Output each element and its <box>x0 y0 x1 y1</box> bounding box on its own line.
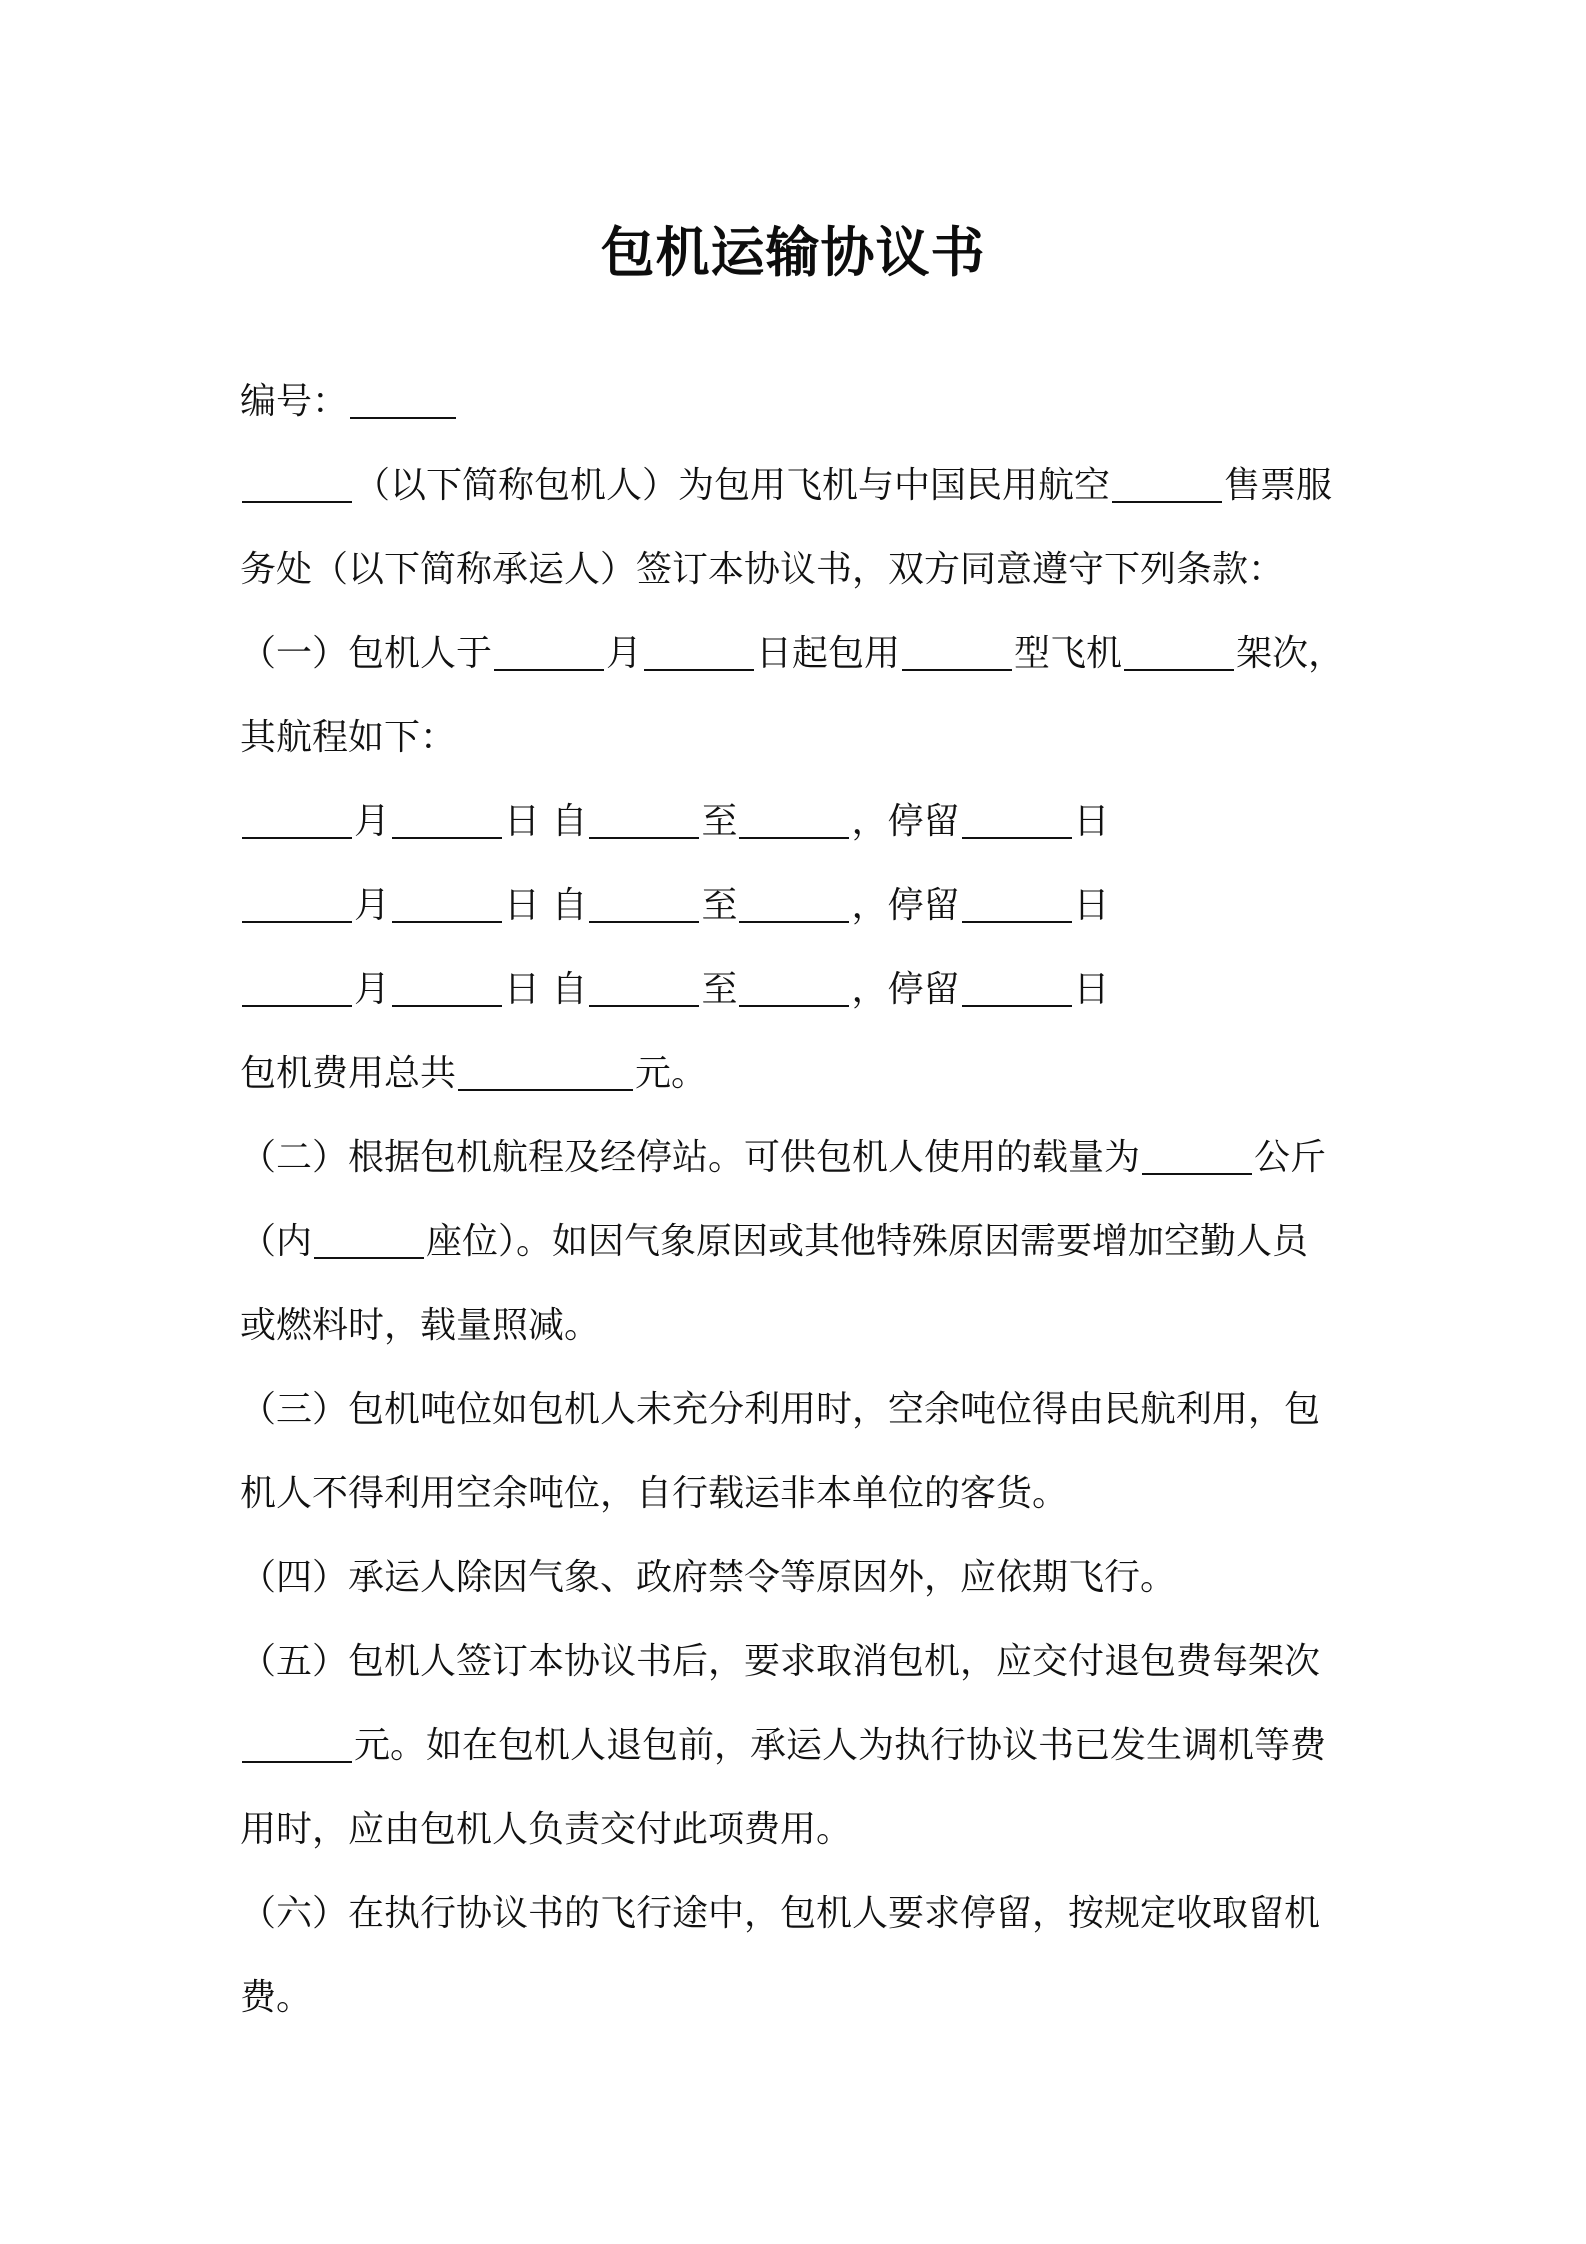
fill-blank <box>1124 633 1234 671</box>
total-fee-line <box>240 1032 1350 1116</box>
text-segment: 日 自 <box>504 885 588 926</box>
fill-blank <box>739 801 849 839</box>
text-segment: 公斤 <box>1254 1137 1327 1178</box>
fill-blank <box>644 633 754 671</box>
fill-blank <box>1142 1137 1252 1175</box>
fill-blank <box>242 969 352 1007</box>
fill-blank <box>242 1725 352 1763</box>
text-segment: （三）包机吨位如包机人未充分利用时，空余吨位得由民航利用，包 <box>240 1389 1321 1430</box>
serial-blank <box>350 381 456 419</box>
text-segment: 至 <box>701 885 738 926</box>
text-segment: （二）根据包机航程及经停站。可供包机人使用的载量为 <box>240 1137 1141 1178</box>
text-line <box>240 1788 1350 1872</box>
document-body <box>240 360 1350 2040</box>
text-segment: 务处（以下简称承运人）签订本协议书，双方同意遵守下列条款： <box>240 549 1285 590</box>
text-segment: 用时，应由包机人负责交付此项费用。 <box>240 1809 853 1850</box>
text-segment: ，停留 <box>851 885 960 926</box>
fill-blank <box>458 1053 633 1091</box>
text-segment: 其航程如下： <box>240 717 457 758</box>
text-line <box>240 1452 1350 1536</box>
text-line <box>240 444 1350 528</box>
clause-5-line <box>240 1620 1350 1704</box>
fill-blank <box>589 801 699 839</box>
text-line <box>240 1956 1350 2040</box>
fill-blank <box>242 465 352 503</box>
text-segment: （一）包机人于 <box>240 633 493 674</box>
fill-blank <box>962 969 1072 1007</box>
document-title: 包机运输协议书 <box>600 221 986 284</box>
fill-blank <box>589 885 699 923</box>
text-segment: 售票服 <box>1224 465 1333 506</box>
text-segment: 包机费用总共 <box>240 1053 457 1094</box>
fill-blank <box>1112 465 1222 503</box>
text-segment: 日 <box>1073 801 1110 842</box>
text-segment: 机人不得利用空余吨位，自行载运非本单位的客货。 <box>240 1473 1069 1514</box>
text-line <box>240 1200 1350 1284</box>
fill-blank <box>392 885 502 923</box>
serial-label: 编号： <box>240 381 349 422</box>
text-segment: 元。 <box>635 1053 708 1094</box>
text-segment: 日 <box>1073 885 1110 926</box>
text-line <box>240 696 1350 780</box>
text-segment: ，停留 <box>851 969 960 1010</box>
fill-blank <box>494 633 604 671</box>
serial-line <box>240 360 1350 444</box>
text-segment: （以下简称包机人）为包用飞机与中国民用航空 <box>354 465 1111 506</box>
fill-blank <box>314 1221 424 1259</box>
text-segment: 月 <box>354 969 391 1010</box>
clause-1-line <box>240 612 1350 696</box>
fill-blank <box>962 801 1072 839</box>
text-segment: （六）在执行协议书的飞行途中，包机人要求停留，按规定收取留机 <box>240 1893 1321 1934</box>
text-segment: 至 <box>701 969 738 1010</box>
text-segment: ，停留 <box>851 801 960 842</box>
text-segment: 月 <box>354 801 391 842</box>
fill-blank <box>242 885 352 923</box>
fill-blank <box>739 969 849 1007</box>
itinerary-row <box>240 864 1350 948</box>
text-segment: 至 <box>701 801 738 842</box>
text-segment: （五）包机人签订本协议书后，要求取消包机，应交付退包费每架次 <box>240 1641 1321 1682</box>
fill-blank <box>392 969 502 1007</box>
text-segment: 座位）。如因气象原因或其他特殊原因需要增加空勤人员 <box>426 1221 1309 1262</box>
text-segment: 架次， <box>1236 633 1345 674</box>
text-line <box>240 1704 1350 1788</box>
text-line <box>240 1284 1350 1368</box>
text-line <box>240 528 1350 612</box>
text-segment: 日 <box>1073 969 1110 1010</box>
text-segment: （内 <box>240 1221 313 1262</box>
clause-2-line <box>240 1116 1350 1200</box>
fill-blank <box>392 801 502 839</box>
text-segment: 型飞机 <box>1014 633 1123 674</box>
text-segment: 日 自 <box>504 969 588 1010</box>
clause-6-line <box>240 1872 1350 1956</box>
itinerary-row <box>240 948 1350 1032</box>
text-segment: 月 <box>606 633 643 674</box>
text-segment: 月 <box>354 885 391 926</box>
fill-blank <box>242 801 352 839</box>
fill-blank <box>739 885 849 923</box>
text-segment: （四）承运人除因气象、政府禁令等原因外，应依期飞行。 <box>240 1557 1177 1598</box>
clause-4-line <box>240 1536 1350 1620</box>
fill-blank <box>902 633 1012 671</box>
fill-blank <box>589 969 699 1007</box>
text-segment: 或燃料时，载量照减。 <box>240 1305 601 1346</box>
text-segment: 元。如在包机人退包前，承运人为执行协议书已发生调机等费 <box>354 1725 1327 1766</box>
fill-blank <box>962 885 1072 923</box>
itinerary-row <box>240 780 1350 864</box>
clause-3-line <box>240 1368 1350 1452</box>
text-segment: 费。 <box>240 1977 313 2018</box>
text-segment: 日 自 <box>504 801 588 842</box>
text-segment: 日起包用 <box>756 633 901 674</box>
